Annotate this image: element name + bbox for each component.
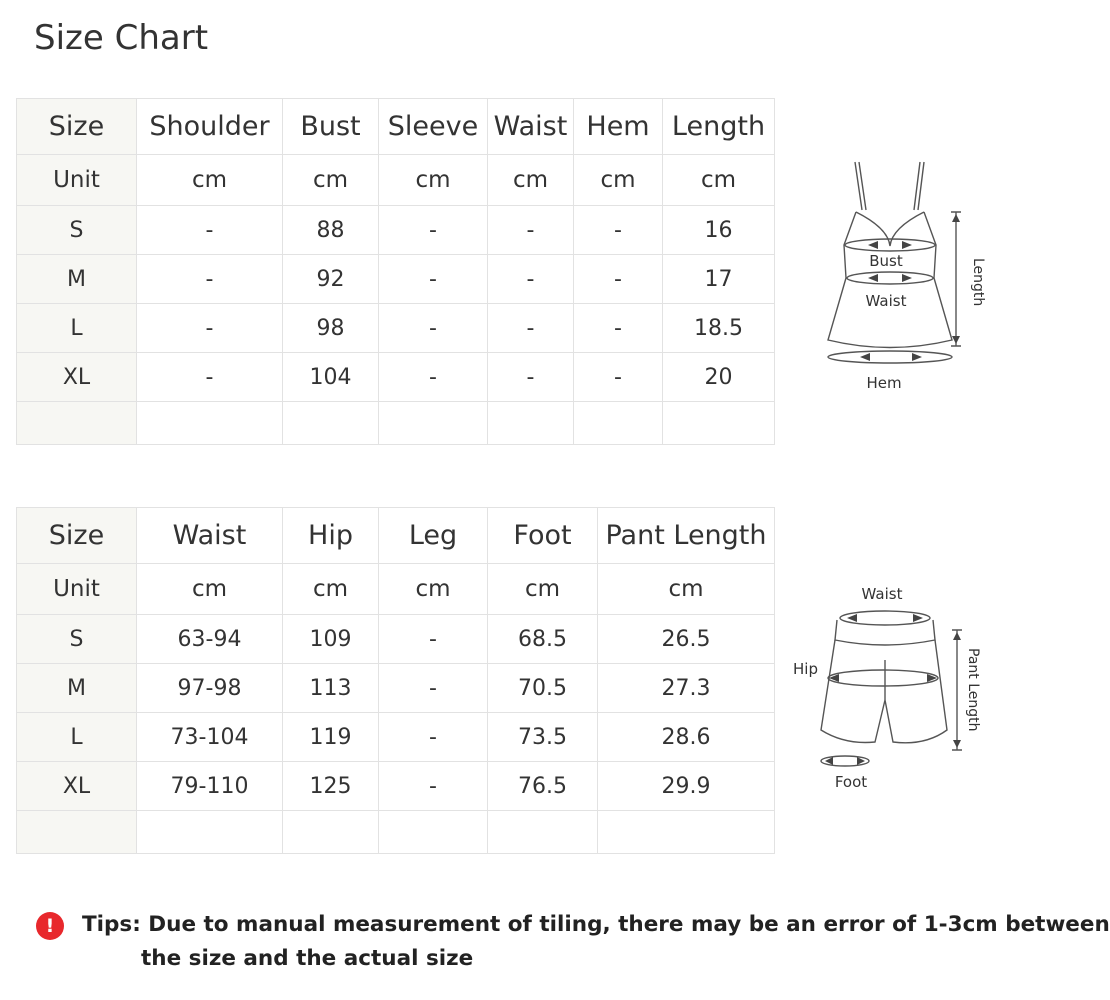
value-cell: - [379, 615, 488, 664]
tips-line-2: the size and the actual size [141, 946, 474, 971]
unit-cell: cm [488, 155, 574, 206]
size-cell: M [17, 255, 137, 304]
size-cell: XL [17, 762, 137, 811]
table-row [17, 255, 775, 304]
unit-cell: cm [598, 564, 775, 615]
unit-cell: cm [379, 564, 488, 615]
value-cell: 70.5 [488, 664, 598, 713]
camisole-diagram [810, 150, 1000, 400]
unit-cell: cm [663, 155, 775, 206]
header-cell: Foot [488, 508, 598, 564]
value-cell: - [379, 664, 488, 713]
size-cell: L [17, 713, 137, 762]
shorts-diagram [785, 580, 1000, 800]
header-cell: Length [663, 99, 775, 155]
size-cell: M [17, 664, 137, 713]
value-cell: - [379, 353, 488, 402]
value-cell: 29.9 [598, 762, 775, 811]
table-row [17, 206, 775, 255]
value-cell: - [137, 304, 283, 353]
value-cell: - [379, 304, 488, 353]
table-row [17, 304, 775, 353]
pant-length-label: Pant Length [965, 648, 981, 732]
waist-label: Waist [861, 585, 903, 603]
unit-row [17, 155, 775, 206]
unit-cell: cm [488, 564, 598, 615]
value-cell: - [488, 353, 574, 402]
value-cell: 63-94 [137, 615, 283, 664]
table-row [17, 713, 775, 762]
value-cell: 109 [283, 615, 379, 664]
header-cell: Leg [379, 508, 488, 564]
header-row [17, 508, 775, 564]
tips-line-1: Tips: Due to manual measurement of tiling, there may be an error of 1-3cm between [82, 912, 1110, 937]
value-cell: - [137, 353, 283, 402]
table-row [17, 353, 775, 402]
unit-cell: Unit [17, 155, 137, 206]
header-row [17, 99, 775, 155]
value-cell: - [574, 353, 663, 402]
unit-cell: cm [283, 564, 379, 615]
unit-cell: Unit [17, 564, 137, 615]
waist-line [847, 272, 933, 284]
unit-cell: cm [379, 155, 488, 206]
hem-line [828, 351, 952, 363]
value-cell: - [574, 206, 663, 255]
value-cell: 119 [283, 713, 379, 762]
length-label: Length [970, 258, 986, 307]
value-cell: 73.5 [488, 713, 598, 762]
bottom-size-table [16, 507, 775, 854]
unit-row [17, 564, 775, 615]
header-cell: Waist [488, 99, 574, 155]
table-row [17, 615, 775, 664]
value-cell: 79-110 [137, 762, 283, 811]
left-strap [855, 162, 862, 210]
value-cell: 97-98 [137, 664, 283, 713]
value-cell: - [488, 304, 574, 353]
header-cell: Shoulder [137, 99, 283, 155]
header-cell: Hem [574, 99, 663, 155]
neckline [856, 212, 924, 246]
header-cell: Size [17, 99, 137, 155]
value-cell: 76.5 [488, 762, 598, 811]
value-cell: 16 [663, 206, 775, 255]
foot-label: Foot [834, 773, 868, 791]
value-cell: - [137, 206, 283, 255]
table-row [17, 762, 775, 811]
value-cell: 26.5 [598, 615, 775, 664]
header-cell: Pant Length [598, 508, 775, 564]
value-cell: 92 [283, 255, 379, 304]
value-cell: 17 [663, 255, 775, 304]
value-cell: - [379, 762, 488, 811]
value-cell: 98 [283, 304, 379, 353]
header-cell: Hip [283, 508, 379, 564]
value-cell: - [488, 255, 574, 304]
waistband [835, 620, 935, 645]
value-cell: 20 [663, 353, 775, 402]
header-cell: Sleeve [379, 99, 488, 155]
size-cell: XL [17, 353, 137, 402]
value-cell: - [379, 255, 488, 304]
value-cell: - [379, 206, 488, 255]
value-cell: - [137, 255, 283, 304]
value-cell: 104 [283, 353, 379, 402]
waist-label: Waist [865, 292, 907, 310]
value-cell: - [488, 206, 574, 255]
header-cell: Bust [283, 99, 379, 155]
hip-label: Hip [793, 660, 818, 678]
value-cell: - [574, 255, 663, 304]
page-title: Size Chart [34, 18, 209, 58]
empty-row [17, 402, 775, 445]
unit-cell: cm [137, 564, 283, 615]
value-cell: 27.3 [598, 664, 775, 713]
unit-cell: cm [137, 155, 283, 206]
top-size-table [16, 98, 775, 445]
value-cell: 88 [283, 206, 379, 255]
unit-cell: cm [574, 155, 663, 206]
size-cell: L [17, 304, 137, 353]
shorts-body [821, 640, 947, 743]
value-cell: - [379, 713, 488, 762]
hem-label: Hem [866, 374, 902, 392]
table-row [17, 664, 775, 713]
bust-label: Bust [869, 252, 903, 270]
value-cell: 28.6 [598, 713, 775, 762]
unit-cell: cm [283, 155, 379, 206]
camisole-body [828, 212, 952, 348]
size-cell: S [17, 206, 137, 255]
value-cell: 113 [283, 664, 379, 713]
value-cell: 125 [283, 762, 379, 811]
exclamation-icon: ! [36, 912, 64, 940]
value-cell: 68.5 [488, 615, 598, 664]
value-cell: 18.5 [663, 304, 775, 353]
value-cell: - [574, 304, 663, 353]
hip-line [828, 670, 938, 686]
header-cell: Waist [137, 508, 283, 564]
header-cell: Size [17, 508, 137, 564]
empty-row [17, 811, 775, 854]
size-cell: S [17, 615, 137, 664]
value-cell: 73-104 [137, 713, 283, 762]
